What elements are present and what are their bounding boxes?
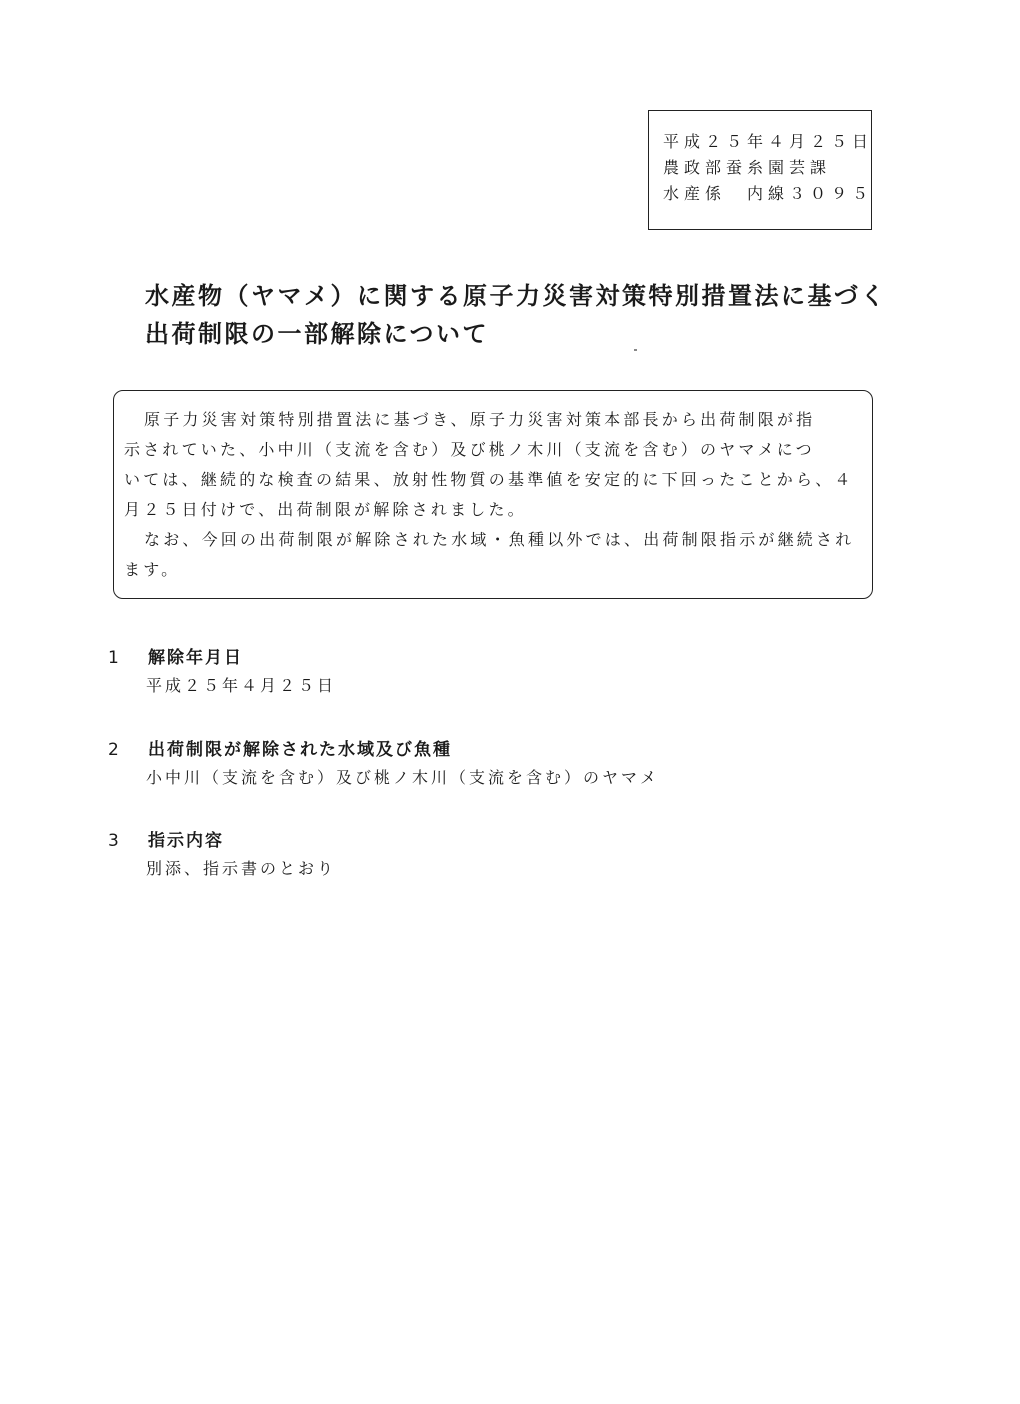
section-body: 別添、指示書のとおり — [146, 859, 337, 878]
scan-speck — [634, 349, 637, 351]
section-body: 小中川（支流を含む）及び桃ノ木川（支流を含む）のヤマメ — [146, 768, 660, 787]
summary-line: 月２５日付けで、出荷制限が解除されました。 — [124, 500, 527, 519]
section-title: 指示内容 — [148, 831, 224, 851]
issue-date: 平成２５年４月２５日 — [663, 132, 874, 151]
department-name: 農政部蚕糸園芸課 — [663, 158, 832, 177]
header-info-box — [648, 110, 872, 230]
summary-box — [113, 390, 873, 599]
section-instructions — [108, 827, 868, 883]
section-heading — [108, 827, 868, 855]
summary-line: ます。 — [124, 560, 181, 579]
section-title: 解除年月日 — [148, 648, 243, 668]
section-number: 3 — [108, 831, 121, 851]
section-title: 出荷制限が解除された水域及び魚種 — [148, 740, 452, 760]
section-release-date — [108, 644, 868, 700]
summary-line: いては、継続的な検査の結果、放射性物質の基準値を安定的に下回ったことから、４ — [124, 470, 854, 489]
section-released-waters — [108, 736, 868, 792]
section-heading — [108, 736, 868, 764]
title-line-2: 出荷制限の一部解除について — [145, 320, 490, 348]
section-body: 平成２５年４月２５日 — [146, 676, 337, 695]
section-number: 1 — [108, 648, 121, 668]
summary-line: 示されていた、小中川（支流を含む）及び桃ノ木川（支流を含む）のヤマメにつ — [124, 440, 815, 459]
summary-line: 原子力災害対策特別措置法に基づき、原子力災害対策本部長から出荷制限が指 — [144, 410, 816, 429]
title-line-1: 水産物（ヤマメ）に関する原子力災害対策特別措置法に基づく — [145, 282, 887, 310]
contact-extension: 水産係 内線３０９５ — [663, 184, 874, 203]
section-number: 2 — [108, 740, 121, 760]
section-heading — [108, 644, 868, 672]
document-title — [145, 277, 905, 353]
summary-line: なお、今回の出荷制限が解除された水域・魚種以外では、出荷制限指示が継続され — [144, 530, 855, 549]
